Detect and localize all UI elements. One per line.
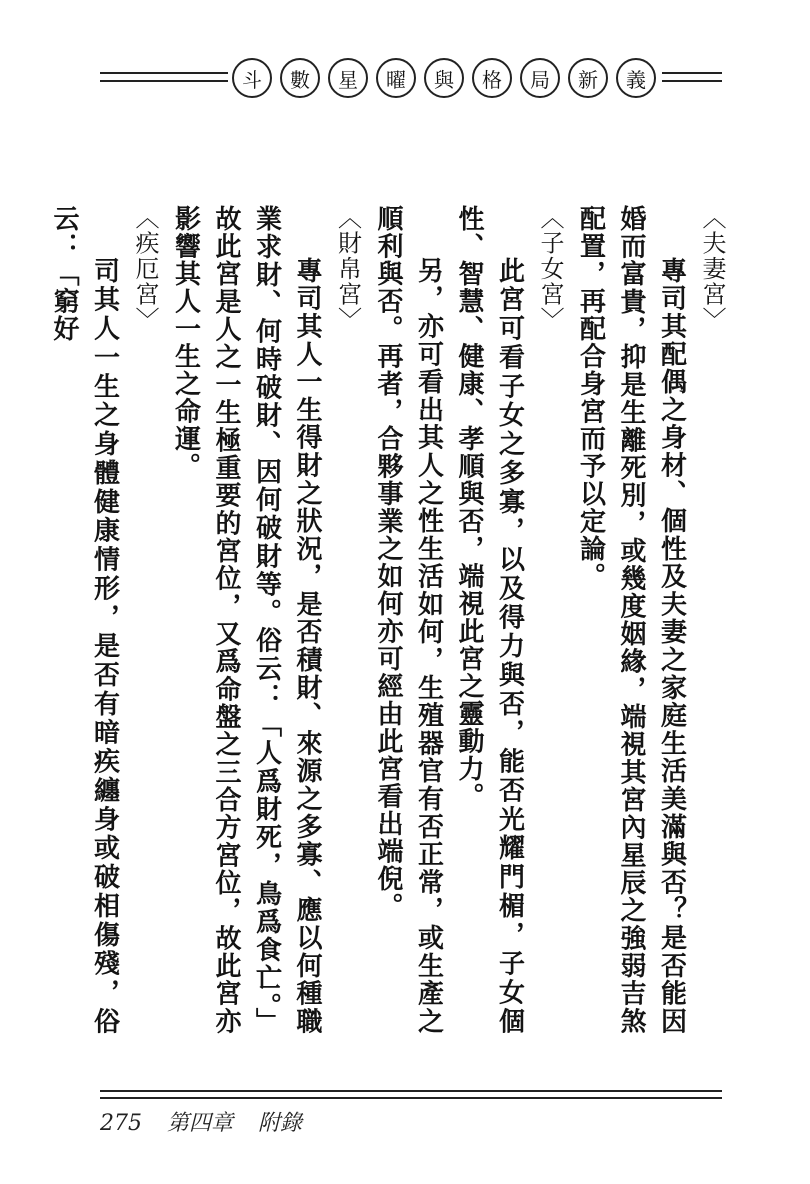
paragraph: 另，亦可看出其人之性生活如何，生殖器官有否正常，或生產之順利與否。再者，合夥事業之如何亦可經由此宮看出端倪。 [373,205,444,1035]
page-number: 275 [100,1111,142,1136]
section-heading-health-palace: 〈疾厄宮〉 [131,205,159,333]
title-char: 斗 [232,58,272,98]
title-char: 義 [616,58,656,98]
title-char: 新 [568,58,608,98]
paragraph: 專司其人一生得財之狀況，是否積財、來源之多寡、應以何種職業求財、何時破財、因何破財等。俗云：「人爲財死，鳥爲食亡。」故此宮是人之一生極重要的宮位，又爲命盤之三合方宮位，故此宮亦影響其人一生之命運。 [170,205,322,1035]
header-rule-right-top [662,72,722,74]
title-char: 與 [424,58,464,98]
section-label: 附錄 [258,1111,303,1136]
header-rule-right-bottom [662,80,722,82]
paragraph: 司其人一生之身體健康情形，是否有暗疾纏身或破相傷殘，俗云：「窮好 [49,205,120,1035]
page-body [49,205,732,1035]
title-char: 格 [472,58,512,98]
chapter-label: 第四章 [167,1111,234,1136]
running-title [232,58,656,98]
footer-rule-top [100,1090,722,1092]
title-char: 星 [328,58,368,98]
section-heading-spouse-palace: 〈夫妻宮〉 [698,205,726,333]
title-char: 曜 [376,58,416,98]
section-heading-children-palace: 〈子女宮〉 [536,205,564,333]
paragraph: 此宮可看子女之多寡，以及得力與否，能否光耀門楣，子女個性、智慧、健康、孝順與否，端視此宮之靈動力。 [454,205,525,1035]
section-heading-wealth-palace: 〈財帛宮〉 [333,205,362,333]
header-rule-left-bottom [100,80,228,82]
title-char: 局 [520,58,560,98]
title-char: 數 [280,58,320,98]
footer-rule-bottom [100,1097,722,1099]
header-rule-left-top [100,72,228,74]
paragraph: 專司其配偶之身材、個性及夫妻之家庭生活美滿與否？是否能因婚而富貴，抑是生離死別，或幾度姻緣，端視其宮內星辰之強弱吉煞配置，再配合身宮而予以定論。 [575,205,687,1035]
footer [100,1106,320,1137]
